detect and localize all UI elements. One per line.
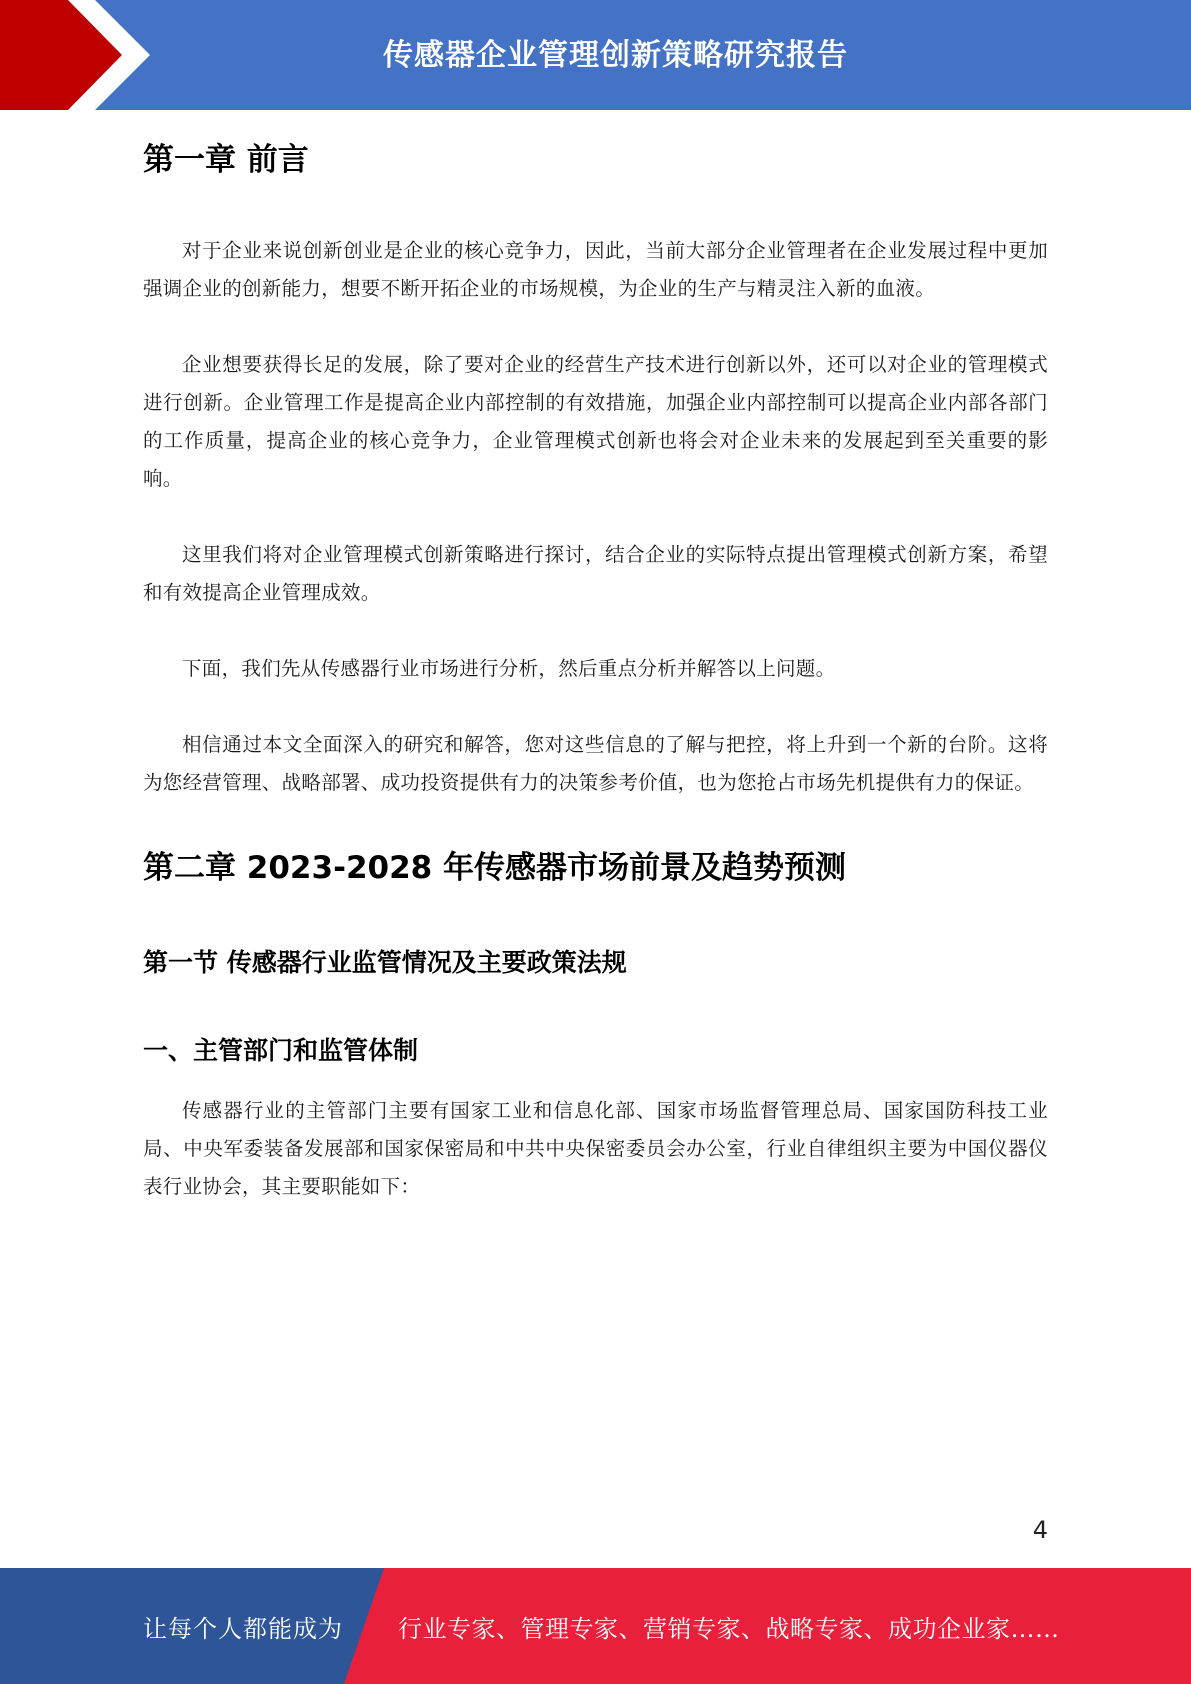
paragraph: 这里我们将对企业管理模式创新策略进行探讨，结合企业的实际特点提出管理模式创新方案，希望和有效提高企业管理成效。 xyxy=(143,543,1048,604)
page-footer xyxy=(0,1568,1191,1684)
chapter-1-heading: 第一章 前言 xyxy=(143,142,309,178)
subsection-heading: 一、主管部门和监管体制 xyxy=(143,1036,419,1065)
report-title: 传感器企业管理创新策略研究报告 xyxy=(383,38,848,73)
page-content xyxy=(143,132,1048,1206)
paragraph: 传感器行业的主管部门主要有国家工业和信息化部、国家市场监督管理总局、国家国防科技工业局、中央军委装备发展部和国家保密局和中共中央保密委员会办公室，行业自律组织主要为中国仪器仪表行业协会，其主要职能如下： xyxy=(143,1099,1048,1198)
footer-slogan-right: 行业专家、管理专家、营销专家、战略专家、成功企业家…… xyxy=(398,1614,1060,1643)
footer-slogan-left: 让每个人都能成为 xyxy=(143,1614,343,1643)
paragraph: 企业想要获得长足的发展，除了要对企业的经营生产技术进行创新以外，还可以对企业的管理模式进行创新。企业管理工作是提高企业内部控制的有效措施，加强企业内部控制可以提高企业内部各部门的工作质量，提高企业的核心竞争力，企业管理模式创新也将会对企业未来的发展起到至关重要的影响。 xyxy=(143,353,1048,490)
section-heading: 第一节 传感器行业监管情况及主要政策法规 xyxy=(143,948,627,977)
paragraph: 对于企业来说创新创业是企业的核心竞争力，因此，当前大部分企业管理者在企业发展过程中更加强调企业的创新能力，想要不断开拓企业的市场规模，为企业的生产与精灵注入新的血液。 xyxy=(143,239,1048,300)
chapter-2-heading: 第二章 2023-2028 年传感器市场前景及趋势预测 xyxy=(143,850,847,886)
page-number: 4 xyxy=(1032,1516,1048,1544)
paragraph: 相信通过本文全面深入的研究和解答，您对这些信息的了解与把控，将上升到一个新的台阶。这将为您经营管理、战略部署、成功投资提供有力的决策参考价值，也为您抢占市场先机提供有力的保证。 xyxy=(143,733,1048,794)
paragraph: 下面，我们先从传感器行业市场进行分析，然后重点分析并解答以上问题。 xyxy=(182,657,836,680)
page-header xyxy=(0,0,1191,110)
